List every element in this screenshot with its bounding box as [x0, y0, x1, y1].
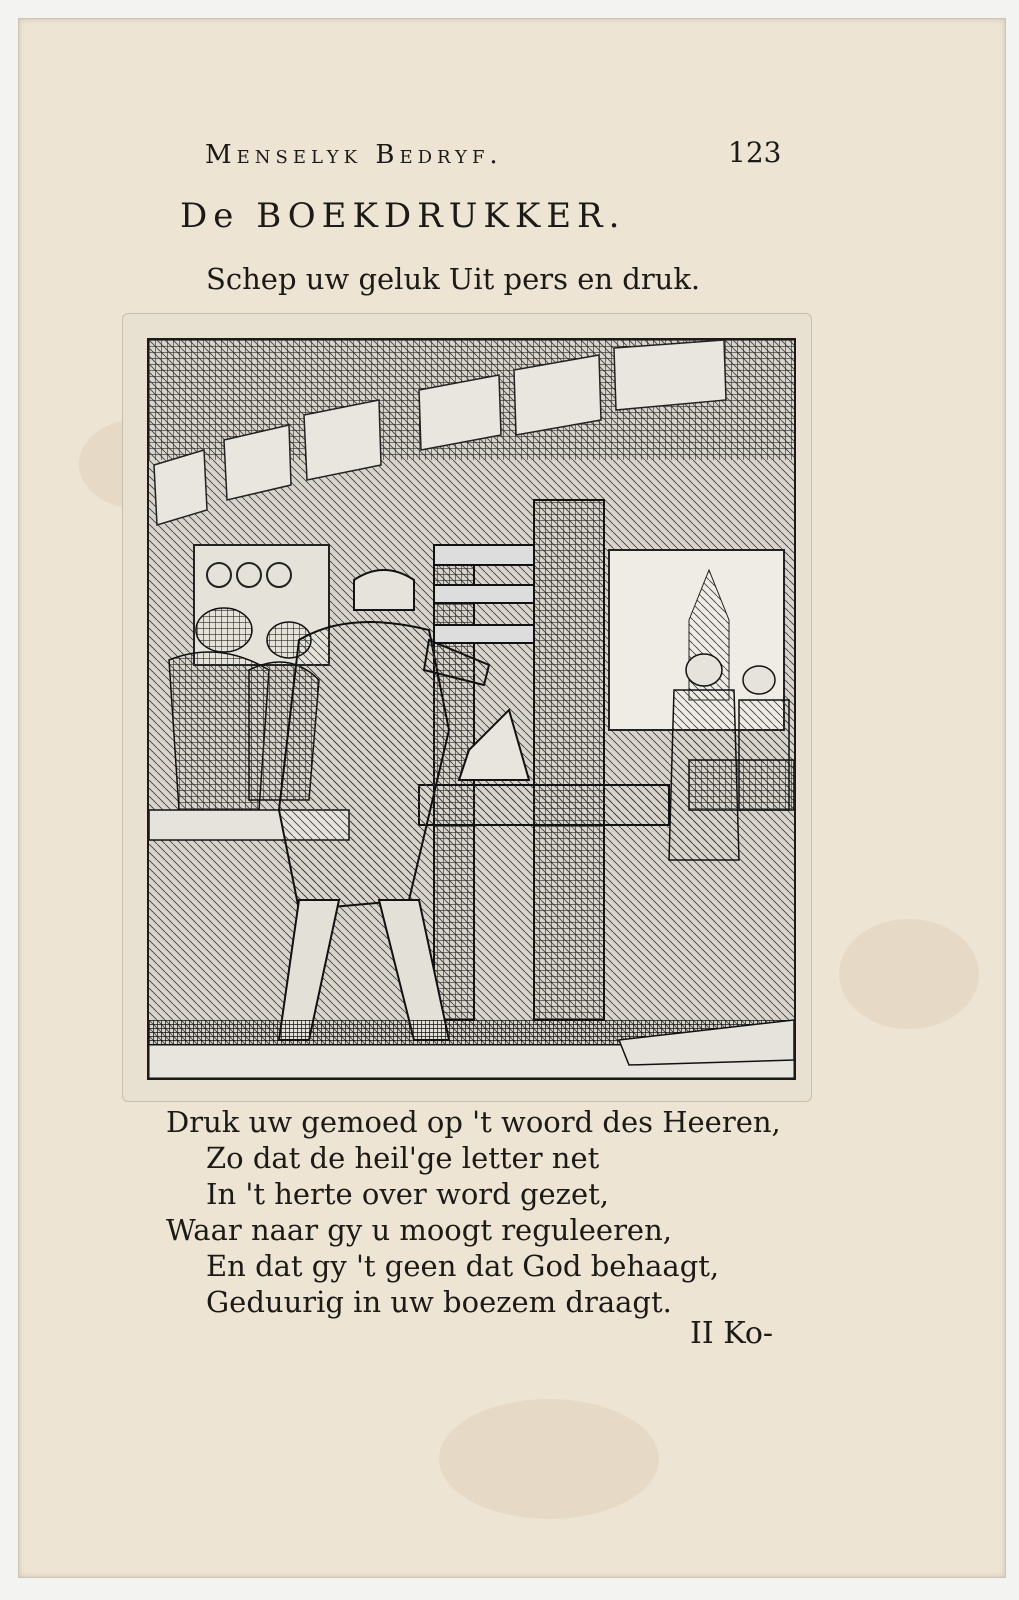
verse-line: Geduurig in uw boezem draagt.	[206, 1285, 672, 1319]
engraving-printing-shop	[147, 338, 796, 1080]
engraving-illustration	[149, 340, 794, 1078]
running-head: Menselyk Bedryf.	[205, 140, 503, 170]
page-title: De BOEKDRUKKER.	[180, 196, 626, 236]
page-number: 123	[728, 136, 782, 169]
verse-line: In 't herte over word gezet,	[206, 1177, 609, 1211]
verse	[166, 1104, 781, 1320]
catchword: II Ko-	[690, 1316, 774, 1351]
paper-stain	[439, 1399, 659, 1519]
verse-line: Druk uw gemoed op 't woord des Heeren,	[166, 1105, 781, 1139]
paper-stain	[839, 919, 979, 1029]
verse-line: Zo dat de heil'ge letter net	[206, 1141, 600, 1175]
verse-line: En dat gy 't geen dat God behaagt,	[206, 1249, 720, 1283]
verse-line: Waar naar gy u moogt reguleeren,	[166, 1213, 672, 1247]
motto: Schep uw geluk Uit pers en druk.	[206, 262, 701, 296]
